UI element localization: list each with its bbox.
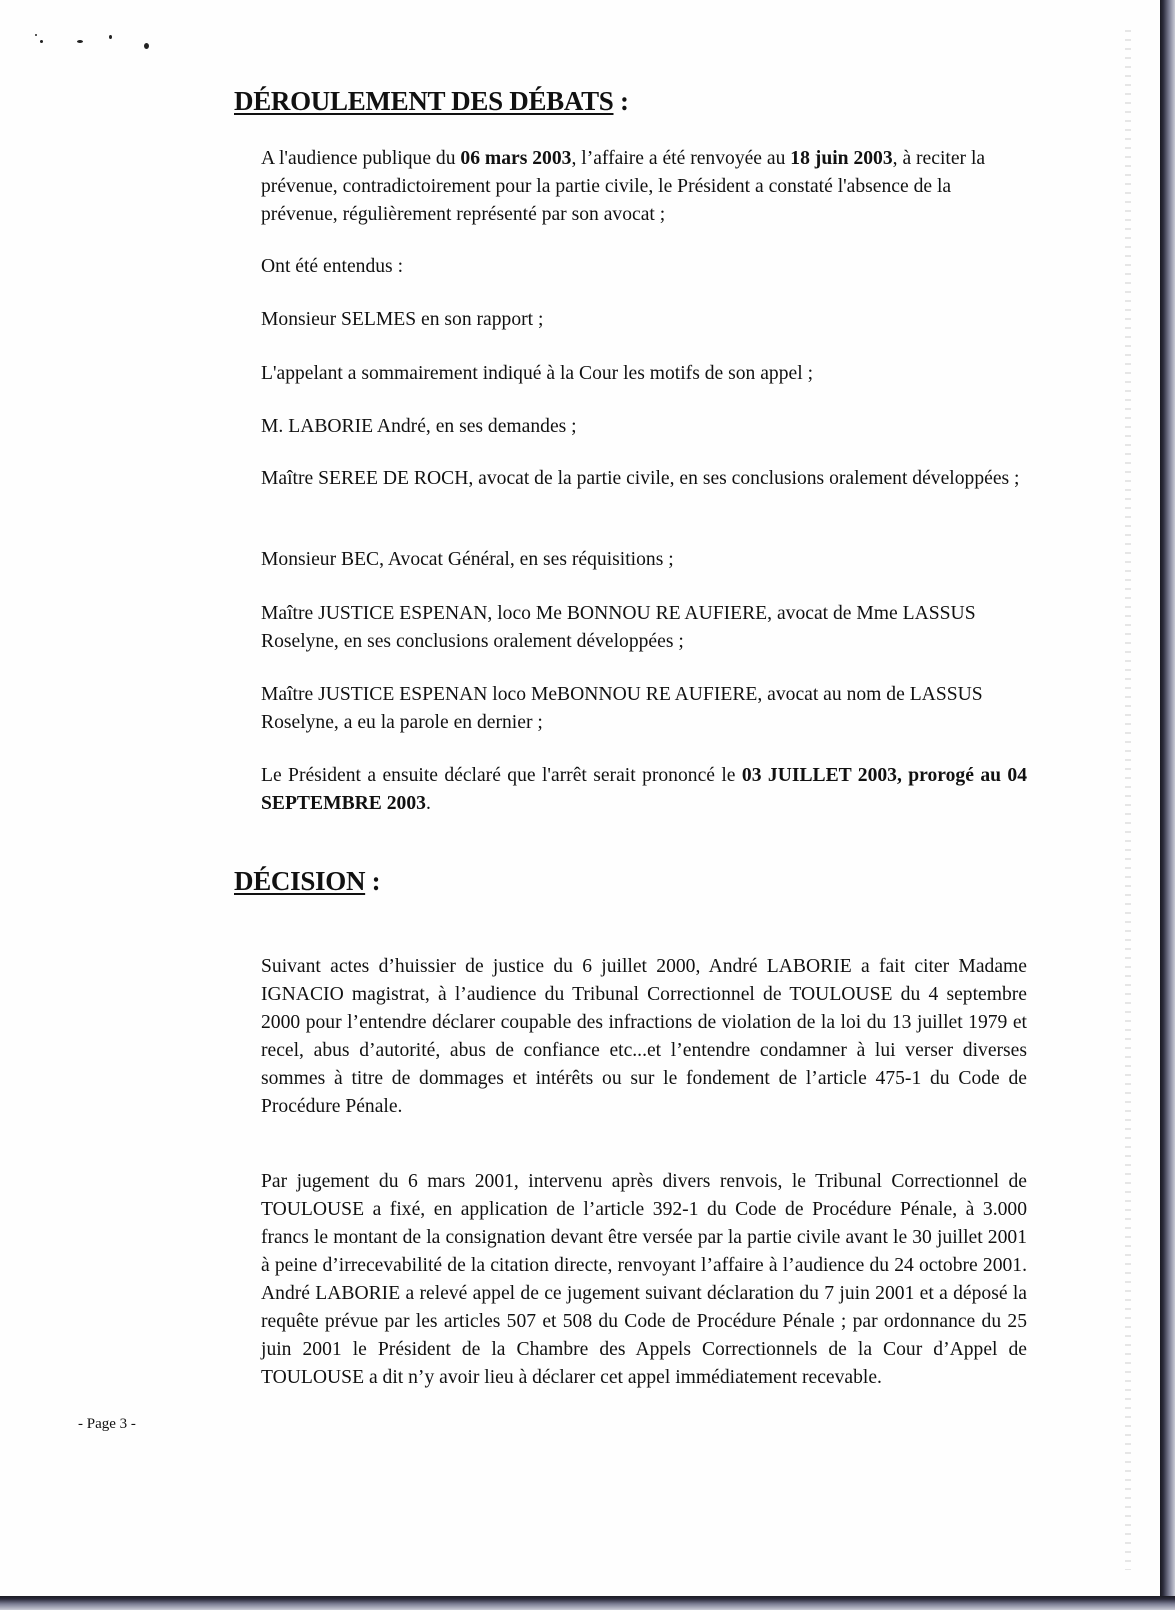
scan-edge-noise bbox=[1125, 30, 1131, 1570]
paragraph-bec: Monsieur BEC, Avocat Général, en ses réquisitions ; bbox=[261, 549, 674, 570]
page-number: - Page 3 - bbox=[78, 1416, 136, 1432]
paragraph-laborie: M. LABORIE André, en ses demandes ; bbox=[261, 416, 577, 437]
paragraph-justice-espenan-2: Maître JUSTICE ESPENAN loco MeBONNOU RE AUFIERE, avocat au nom de LASSUS Roselyne, a eu la parole en dernier ; bbox=[261, 684, 983, 733]
paragraph-huissier: Suivant actes d’huissier de justice du 6 juillet 2000, André LABORIE a fait citer Madame IGNACIO magistrat, à l’audience du Tribunal Correctionnel de TOULOUSE du 4 septembre 2000 pour l’entendre déclarer coupable des infractions de violation de la loi du 13 juillet 1979 et recel, abus d’autorité, abus de confiance etc...et l’entendre condamner à lui verser diverses sommes à titre de dommages et intérêts ou sur le fondement de l’article 475-1 du Code de Procédure Pénale. bbox=[261, 956, 1027, 1117]
section-heading-decision: DÉCISION : bbox=[234, 866, 381, 896]
paragraph-appelant: L'appelant a sommairement indiqué à la Cour les motifs de son appel ; bbox=[261, 363, 814, 384]
paragraph-jugement: Par jugement du 6 mars 2001, intervenu après divers renvois, le Tribunal Correctionnel de TOULOUSE a fixé, en application de l’article 392-1 du Code de Procédure Pénale, à 3.000 francs le montant de la consignation devant être versée par la partie civile avant le 30 juillet 2001 à peine d’irrecevabilité de la citation directe, renvoyant l’affaire à l’audience du 24 octobre 2001. André LABORIE a relevé appel de ce jugement suivant déclaration du 7 juin 2001 et a déposé la requête prévue par les articles 507 et 508 du Code de Procédure Pénale ; par ordonnance du 25 juin 2001 le Président de la Chambre des Appels Correctionnels de la Cour d’Appel de TOULOUSE a dit n’y avoir lieu à déclarer cet appel immédiatement recevable. bbox=[261, 1171, 1027, 1388]
page-shadow-bottom bbox=[0, 1596, 1175, 1610]
paragraph-entendus: Ont été entendus : bbox=[261, 256, 404, 277]
section-heading-deroulement: DÉROULEMENT DES DÉBATS : bbox=[234, 86, 629, 116]
paragraph-president-date: Le Président a ensuite déclaré que l'arrêt serait prononcé le 03 JUILLET 2003, prorogé au 04 SEPTEMBRE 2003. bbox=[261, 765, 1028, 814]
paragraph-selmes: Monsieur SELMES en son rapport ; bbox=[261, 309, 544, 330]
paragraph-seree-de-roch: Maître SEREE DE ROCH, avocat de la partie civile, en ses conclusions oralement développées ; bbox=[261, 468, 1020, 489]
paragraph-audience: A l'audience publique du 06 mars 2003, l’affaire a été renvoyée au 18 juin 2003, à reciter la prévenue, contradictoirement pour la partie civile, le Président a constaté l'absence de la prévenue, régulièrement représenté par son avocat ; bbox=[261, 148, 986, 225]
page-shadow-right bbox=[1160, 0, 1175, 1610]
paragraph-justice-espenan-1: Maître JUSTICE ESPENAN, loco Me BONNOU RE AUFIERE, avocat de Mme LASSUS Roselyne, en ses conclusions oralement développées ; bbox=[261, 603, 976, 652]
